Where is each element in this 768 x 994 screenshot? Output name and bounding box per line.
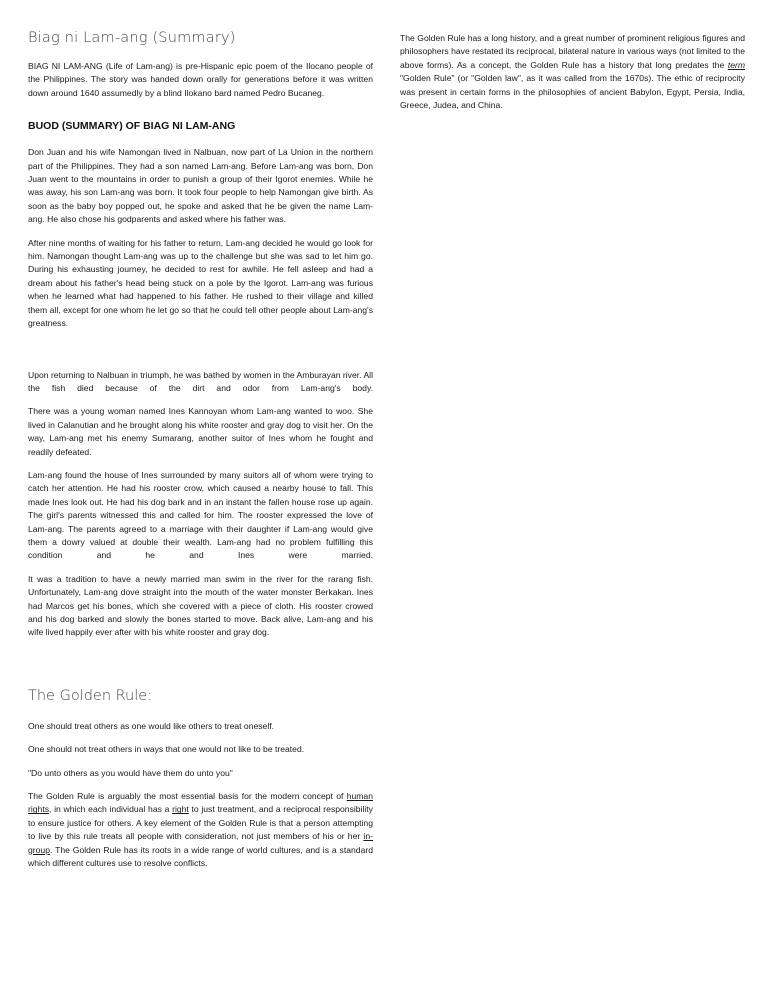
term-link[interactable]: term <box>727 59 745 70</box>
summary-paragraph-2: After nine months of waiting for his father to return, Lam-ang decided he would go look for him. Namongan thought Lam-ang was up to the challenge but she was sad to let him go. During his exhausting journey, he decided to rest for awhile. He fell asleep and had a dream about his father's head being stuck on a pole by the Igorot. Lam-ang was furious when he learned what had happened to his father. He rushed to their village and killed them all, except for one whom he let go so that he could tell other people about Lam-ang's greatness. <box>28 237 373 329</box>
golden-rule-heading: The Golden Rule: <box>28 687 153 704</box>
golden-text-3: to just treatment, and a reciprocal responsibility to ensure justice for others. A key element of the Golden Rule is that a person attempting to live by this rule treats all people with consideration, not just members of his or her <box>28 804 373 842</box>
left-column <box>28 30 373 880</box>
summary-paragraph-3: Upon returning to Nalbuan in triumph, he was bathed by women in the Amburayan river. All the fish died because of the dirt and odor from Lam-ang's body. <box>28 369 373 393</box>
human-rights-link[interactable]: human rights <box>28 791 373 815</box>
golden-rule-history-paragraph <box>400 32 745 112</box>
in-group-link[interactable]: in-group <box>28 831 373 855</box>
history-text-2: "Golden Rule" (or "Golden law", as it was called from the 1670s). The ethic of reciprocity was present in certain forms in the philosophies of ancient Babylon, Egypt, Persia, India, Greece, Judea, and China. <box>400 73 745 111</box>
right-column <box>400 32 745 122</box>
page-title: Biag ni Lam-ang (Summary) <box>28 30 236 46</box>
summary-paragraph-6: It was a tradition to have a newly married man swim in the river for the rarang fish. Unfortunately, Lam-ang dove straight into the mouth of the water monster Berkakan. Ines had Marcos get his bones, which she covered with a piece of cloth. His rooster crowed and his dog barked and slowly the bones started to move. Back alive, Lam-ang and his wife lived happily ever after with his white rooster and gray dog. <box>28 573 373 638</box>
summary-paragraph-4: There was a young woman named Ines Kannoyan whom Lam-ang wanted to woo. She lived in Calanutian and he brought along his white rooster and gray dog to visit her. On the way, Lam-ang met his enemy Sumarang, another suitor of Ines whom he fought and readily defeated. <box>28 406 373 457</box>
golden-rule-line-1: One should treat others as one would like others to treat oneself. <box>28 720 275 731</box>
summary-paragraph-1: Don Juan and his wife Namongan lived in Nalbuan, now part of La Union in the northern part of the Philippines. They had a son named Lam-ang. Before Lam-ang was born, Don Juan went to the mountains in order to punish a group of their Igorot enemies. While he was away, his son Lam-ang was born. It took four people to help Namongan give birth. As soon as the baby boy popped out, he spoke and asked that he be given the name Lam-ang. He also chose his godparents and asked where his father was. <box>28 147 373 225</box>
golden-rule-line-2: One should not treat others in ways that one would not like to be treated. <box>28 744 305 755</box>
golden-rule-line-3: "Do unto others as you would have them do unto you" <box>28 767 233 778</box>
intro-paragraph: BIAG NI LAM-ANG (Life of Lam-ang) is pre-Hispanic epic poem of the Ilocano people of the Philippines. The story was handed down orally for generations before it was written down around 1640 assumedly by a blind Ilokano bard named Pedro Bucaneg. <box>28 61 373 98</box>
right-link[interactable]: right <box>172 804 189 815</box>
summary-paragraph-5: Lam-ang found the house of Ines surrounded by many suitors all of whom were trying to catch her attention. He had his rooster crow, which caused a nearby house to fall. This made Ines look out. He had his dog bark and in an instant the fallen house rose up again. The girl's parents witnessed this and called for him. The rooster expressed the love of Lam-ang. The parents agreed to a marriage with their daughter if Lam-ang would give them a dowry valued at double their wealth. Lam-ang had no problem fulfilling this condition and he and Ines were married. <box>28 469 373 561</box>
golden-text-4: . The Golden Rule has its roots in a wide range of world cultures, and is a standard which different cultures use to resolve conflicts. <box>28 844 373 869</box>
golden-text-2: , in which each individual has a <box>49 804 173 815</box>
golden-text-1: The Golden Rule is arguably the most essential basis for the modern concept of <box>28 791 347 802</box>
summary-heading: BUOD (SUMMARY) OF BIAG NI LAM-ANG <box>28 120 236 133</box>
history-text-1: The Golden Rule has a long history, and a great number of prominent religious figures and philosophers have restated its reciprocal, bilateral nature in various ways (not limited to the above forms). As a concept, the Golden Rule has a history that long predates the <box>400 33 745 70</box>
golden-rule-paragraph <box>28 790 373 870</box>
